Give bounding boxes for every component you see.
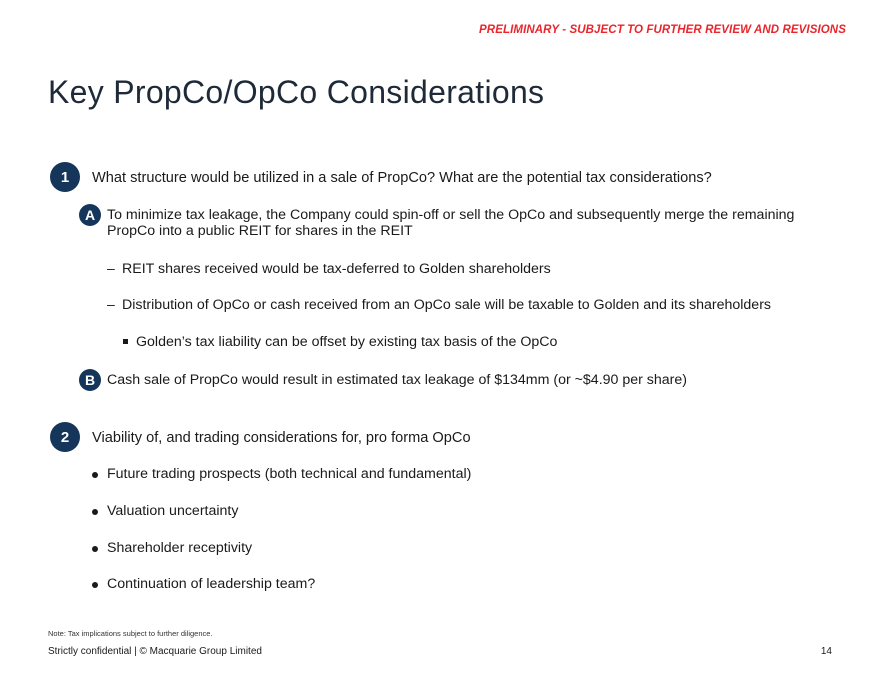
item-b-badge: B (79, 369, 101, 391)
item-a-badge: A (79, 204, 101, 226)
preliminary-banner: PRELIMINARY - SUBJECT TO FURTHER REVIEW AND REVISIONS (479, 24, 846, 36)
section-1-question: What structure would be utilized in a sale of PropCo? What are the potential tax considerations? (92, 170, 712, 186)
item-a-line-2: PropCo into a public REIT for shares in the REIT (107, 223, 413, 239)
footnote: Note: Tax implications subject to further diligence. (48, 629, 213, 638)
section-2-bullet-2: Valuation uncertainty (107, 503, 239, 519)
item-a-subsub-1: Golden’s tax liability can be offset by existing tax basis of the OpCo (136, 334, 558, 350)
section-2-bullet-4: Continuation of leadership team? (107, 576, 316, 592)
item-a-sub-2: Distribution of OpCo or cash received from an OpCo sale will be taxable to Golden and its shareholders (122, 297, 772, 313)
item-a-sub-1: REIT shares received would be tax-deferred to Golden shareholders (122, 261, 551, 277)
dash-bullet: – (107, 296, 115, 312)
square-bullet-icon (123, 339, 128, 344)
page-title: Key PropCo/OpCo Considerations (48, 74, 545, 110)
bullet-dot-icon (92, 546, 98, 552)
section-2-bullet-3: Shareholder receptivity (107, 540, 253, 556)
confidential-footer: Strictly confidential | © Macquarie Group Limited (48, 646, 262, 657)
section-1-badge: 1 (50, 162, 80, 192)
page-number: 14 (820, 646, 832, 657)
dash-bullet: – (107, 260, 115, 276)
section-2-question: Viability of, and trading considerations for, pro forma OpCo (92, 430, 471, 446)
section-2-bullet-1: Future trading prospects (both technical and fundamental) (107, 466, 472, 482)
bullet-dot-icon (92, 509, 98, 515)
section-2-badge: 2 (50, 422, 80, 452)
bullet-dot-icon (92, 582, 98, 588)
item-b-text: Cash sale of PropCo would result in estimated tax leakage of $134mm (or ~$4.90 per share) (107, 372, 688, 388)
item-a-line-1: To minimize tax leakage, the Company could spin-off or sell the OpCo and subsequently merge the remaining (107, 207, 795, 223)
bullet-dot-icon (92, 472, 98, 478)
